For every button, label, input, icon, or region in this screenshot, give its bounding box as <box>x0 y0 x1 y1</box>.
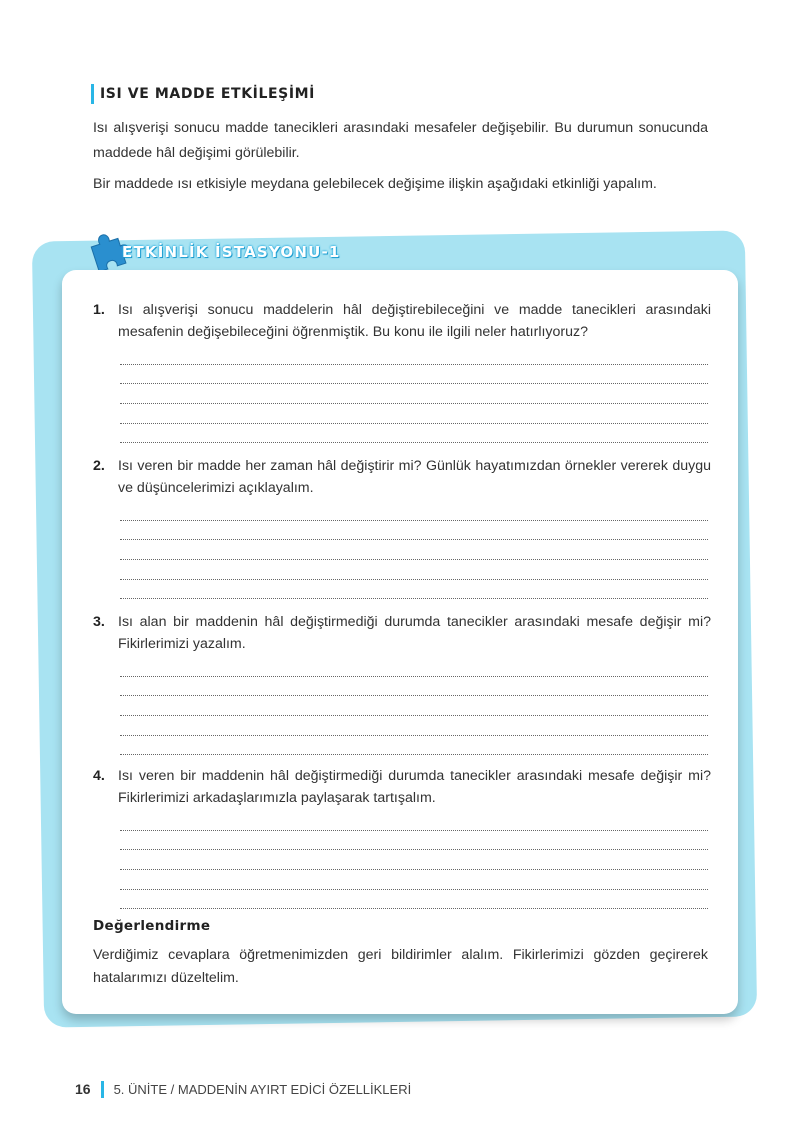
section-title: ISI VE MADDE ETKİLEŞİMİ <box>91 84 315 104</box>
activity-header <box>88 230 341 270</box>
answer-lines[interactable] <box>120 501 708 599</box>
answer-line[interactable] <box>120 365 708 385</box>
answer-line[interactable] <box>120 716 708 736</box>
chapter-label: 5. ÜNİTE / MADDENİN AYIRT EDİCİ ÖZELLİKLERİ <box>113 1081 412 1097</box>
question-item <box>93 455 711 599</box>
question-number: 4. <box>93 768 105 784</box>
evaluation-text: Verdiğimiz cevaplara öğretmenimizden geri bildirimler alalım. Fikirlerimizi gözden geçirerek hatalarımızı düzeltelim. <box>93 947 708 986</box>
answer-lines[interactable] <box>120 657 708 755</box>
footer-divider <box>101 1081 104 1098</box>
answer-line[interactable] <box>120 540 708 560</box>
answer-line[interactable] <box>120 831 708 851</box>
question-text: Isı alan bir maddenin hâl değiştirmediği durumda tanecikler arasındaki mesafe değişir mi? Fikirlerimizi yazalım. <box>118 614 711 652</box>
answer-line[interactable] <box>120 404 708 424</box>
answer-lines[interactable] <box>120 345 708 443</box>
question-text: Isı alışverişi sonucu maddelerin hâl değiştirebileceğini ve madde tanecikleri arasındaki mesafenin değişebileceğini öğrenmiştik. Bu konu ile ilgili neler hatırlıyoruz? <box>118 302 711 340</box>
question-number: 3. <box>93 614 105 630</box>
answer-line[interactable] <box>120 580 708 600</box>
answer-line[interactable] <box>120 424 708 444</box>
answer-line[interactable] <box>120 345 708 365</box>
answer-lines[interactable] <box>120 811 708 909</box>
answer-line[interactable] <box>120 384 708 404</box>
answer-line[interactable] <box>120 736 708 756</box>
question-item <box>93 611 711 755</box>
evaluation-title: Değerlendirme <box>93 918 211 934</box>
answer-line[interactable] <box>120 850 708 870</box>
question-text: Isı veren bir madde her zaman hâl değiştirir mi? Günlük hayatımızdan örnekler vererek duygu ve düşüncelerimizi açıklayalım. <box>118 458 711 496</box>
activity-title: ETKİNLİK İSTASYONU-1 <box>122 243 341 261</box>
answer-line[interactable] <box>120 677 708 697</box>
question-item <box>93 299 711 443</box>
answer-line[interactable] <box>120 696 708 716</box>
answer-line[interactable] <box>120 811 708 831</box>
question-text: Isı veren bir maddenin hâl değiştirmediği durumda tanecikler arasındaki mesafe değişir mi? Fikirlerimizi arkadaşlarımızla paylaşarak tartışalım. <box>118 768 711 806</box>
answer-line[interactable] <box>120 890 708 910</box>
page-number: 16 <box>75 1081 91 1097</box>
question-item <box>93 765 711 909</box>
answer-line[interactable] <box>120 657 708 677</box>
answer-line[interactable] <box>120 560 708 580</box>
question-number: 2. <box>93 458 105 474</box>
answer-line[interactable] <box>120 870 708 890</box>
answer-line[interactable] <box>120 501 708 521</box>
page-footer <box>75 1079 411 1099</box>
intro-paragraph: Isı alışverişi sonucu madde tanecikleri arasındaki mesafeler değişebilir. Bu durumun sonucunda maddede hâl değişimi görülebilir. <box>93 120 708 161</box>
instruction-paragraph: Bir maddede ısı etkisiyle meydana gelebilecek değişime ilişkin aşağıdaki etkinliği yapalım. <box>93 176 657 192</box>
question-number: 1. <box>93 302 105 318</box>
answer-line[interactable] <box>120 521 708 541</box>
